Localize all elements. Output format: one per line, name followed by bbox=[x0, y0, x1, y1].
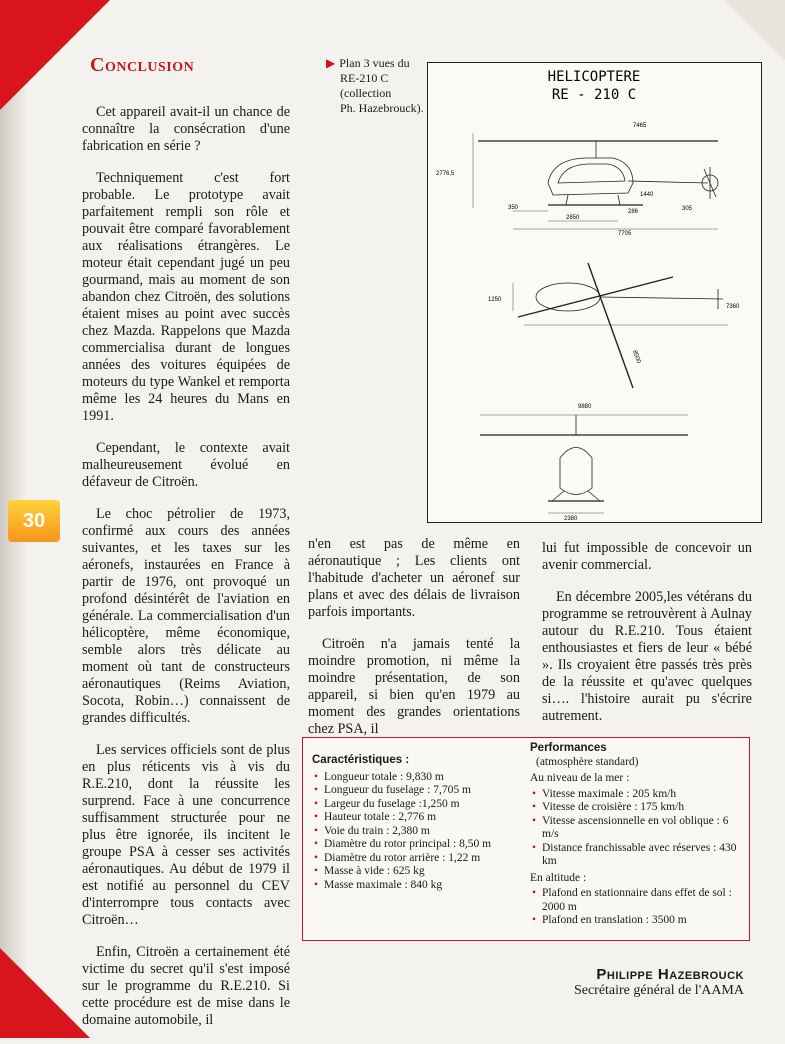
caption-line: RE-210 C bbox=[340, 71, 389, 85]
text-column-2 bbox=[308, 536, 520, 753]
dim-label: 350 bbox=[508, 205, 519, 211]
altitude-list bbox=[530, 887, 744, 928]
performance-subtitle: (atmosphère standard) bbox=[536, 755, 639, 768]
spec-item: • Plafond en translation : 3500 m bbox=[530, 914, 744, 928]
spec-item: • Vitesse de croisière : 175 km/h bbox=[530, 801, 744, 815]
dim-label: 8500 bbox=[631, 349, 642, 365]
page-corner-curl bbox=[725, 0, 785, 60]
paragraph: lui fut impossible de concevoir un avenir commercial. bbox=[542, 540, 752, 573]
figure-caption bbox=[326, 56, 426, 116]
spec-item: • Vitesse ascensionnelle en vol oblique : 6 m/s bbox=[530, 815, 744, 842]
caption-line: Ph. Hazebrouck). bbox=[340, 101, 424, 115]
spec-item: • Plafond en stationnaire dans effet de sol : 2000 m bbox=[530, 887, 744, 914]
paragraph: Cependant, le contexte avait malheureusement évolué en défaveur de Citroën. bbox=[82, 440, 290, 490]
spec-item: • Longueur du fuselage : 7,705 m bbox=[312, 784, 522, 798]
three-view-drawing bbox=[427, 62, 762, 523]
author-role: Secrétaire général de l'AAMA bbox=[573, 983, 744, 998]
spec-item: • Masse à vide : 625 kg bbox=[312, 865, 522, 879]
page-number: 30 bbox=[22, 509, 46, 532]
paragraph: Techniquement c'est fort probable. Le prototype avait parfaitement rempli son rôle et pouvait être comparé favorablement aux réalisations étrangères. Le moteur était cependant jugé un peu gourmand, mais au moment de son abandon chez Citroën, des solutions étaient mises au point avec succès chez Mazda. Rappelons que Mazda commercialisa durant de longues années des voitures équipées de moteurs du type Wankel et remporta même les 24 heures du Mans en 1991. bbox=[82, 170, 290, 424]
paragraph: Citroën n'a jamais tenté la moindre promotion, ni même la moindre présentation, de son appareil, si bien qu'en 1979 au moment des grandes orientations chez PSA, il bbox=[308, 636, 520, 737]
drawing-subtitle: RE - 210 C bbox=[551, 87, 637, 103]
caption-line: Plan 3 vues du bbox=[339, 56, 410, 70]
spec-item: • Masse maximale : 840 kg bbox=[312, 879, 522, 893]
spec-item: • Voie du train : 2,380 m bbox=[312, 825, 522, 839]
spec-item: • Hauteur totale : 2,776 m bbox=[312, 811, 522, 825]
dim-label: 1250 bbox=[488, 297, 502, 303]
dim-label: 9880 bbox=[578, 404, 592, 410]
text-column-3 bbox=[542, 540, 752, 740]
dim-label: 7465 bbox=[633, 123, 647, 129]
performance-panel bbox=[530, 742, 744, 928]
paragraph: Le choc pétrolier de 1973, confirmé aux cours des années suivantes, et les taxes sur les aéronefs, instaurées en France à partir de 1976, ont provoqué un profond désintérêt de l'aviation en générale. La commercialisation d'un hélicoptère, même économique, semble alors très délicate au moment où tant de constructeurs aéronautiques (Reims Aviation, Socota, Robin…) connaissent de grandes difficultés. bbox=[82, 506, 290, 726]
page-number-badge bbox=[8, 500, 60, 542]
spec-item: • Vitesse maximale : 205 km/h bbox=[530, 788, 744, 802]
characteristics-title: Caractéristiques : bbox=[312, 754, 410, 766]
characteristics-panel bbox=[312, 754, 522, 892]
sea-level-label: Au niveau de la mer : bbox=[530, 772, 630, 784]
performance-title: Performances bbox=[530, 742, 607, 754]
side-view bbox=[473, 133, 718, 229]
altitude-label: En altitude : bbox=[530, 871, 587, 884]
top-view bbox=[513, 263, 728, 388]
spec-item: • Distance franchissable avec réserves : 430 km bbox=[530, 842, 744, 869]
paragraph: Cet appareil avait-il un chance de connaître la consécration d'une fabrication en série ? bbox=[82, 104, 290, 154]
corner-decoration-bottom bbox=[0, 948, 90, 1038]
dim-label: 1440 bbox=[640, 192, 654, 198]
characteristics-list bbox=[312, 771, 522, 893]
paragraph: En décembre 2005,les vétérans du programme se retrouvèrent à Aulnay autour du R.E.210. Tous étaient enthousiastes et fiers de leur « bébé ». Ils croyaient être passés très près de la réussite et qu'avec quelques si…. l'histoire aurait pu s'écrire autrement. bbox=[542, 589, 752, 724]
helicopter-drawing-svg bbox=[428, 63, 761, 522]
dim-label: 7360 bbox=[726, 304, 740, 310]
caption-line: (collection bbox=[340, 86, 392, 100]
sea-level-list bbox=[530, 788, 744, 869]
dim-label: 286 bbox=[628, 209, 639, 215]
paragraph: Les services officiels sont de plus en plus réticents vis à vis du R.E.210, dont la réussite les surprend. Face à une concurrence suffisamment structurée pour ne plus être ignorée, ils incitent le groupe PSA à cesser ses activités aéronautiques. Au début de 1979 il est notifié au personnel du CEV d'interrompre tous contacts avec Citroën… bbox=[82, 742, 290, 928]
dim-label: 2850 bbox=[566, 215, 580, 221]
author-name: Philippe Hazebrouck bbox=[596, 966, 744, 983]
spec-item: • Largeur du fuselage :1,250 m bbox=[312, 798, 522, 812]
spec-item: • Longueur totale : 9,830 m bbox=[312, 771, 522, 785]
dim-label: 2776,5 bbox=[436, 171, 455, 177]
drawing-title: HELICOPTERE bbox=[547, 69, 641, 85]
dim-label: 7705 bbox=[618, 231, 632, 237]
dim-label: 305 bbox=[682, 206, 693, 212]
front-view bbox=[480, 415, 688, 513]
dim-label: 2380 bbox=[564, 516, 578, 522]
caption-arrow-icon: ▶ bbox=[326, 56, 336, 70]
text-column-1 bbox=[82, 104, 290, 1044]
paragraph: n'en est pas de même en aéronautique ; Les clients ont l'habitude d'acheter un aéronef sur plans et avec des délais de livraison parfois importants. bbox=[308, 536, 520, 620]
paragraph: Enfin, Citroën a certainement été victime du secret qu'il s'est imposé sur le programme du R.E.210. Si cette procédure est de mise dans le domaine automobile, il bbox=[82, 944, 290, 1028]
section-title: Conclusion bbox=[90, 54, 195, 76]
spec-item: • Diamètre du rotor arrière : 1,22 m bbox=[312, 852, 522, 866]
author-signature bbox=[540, 966, 744, 999]
spec-item: • Diamètre du rotor principal : 8,50 m bbox=[312, 838, 522, 852]
